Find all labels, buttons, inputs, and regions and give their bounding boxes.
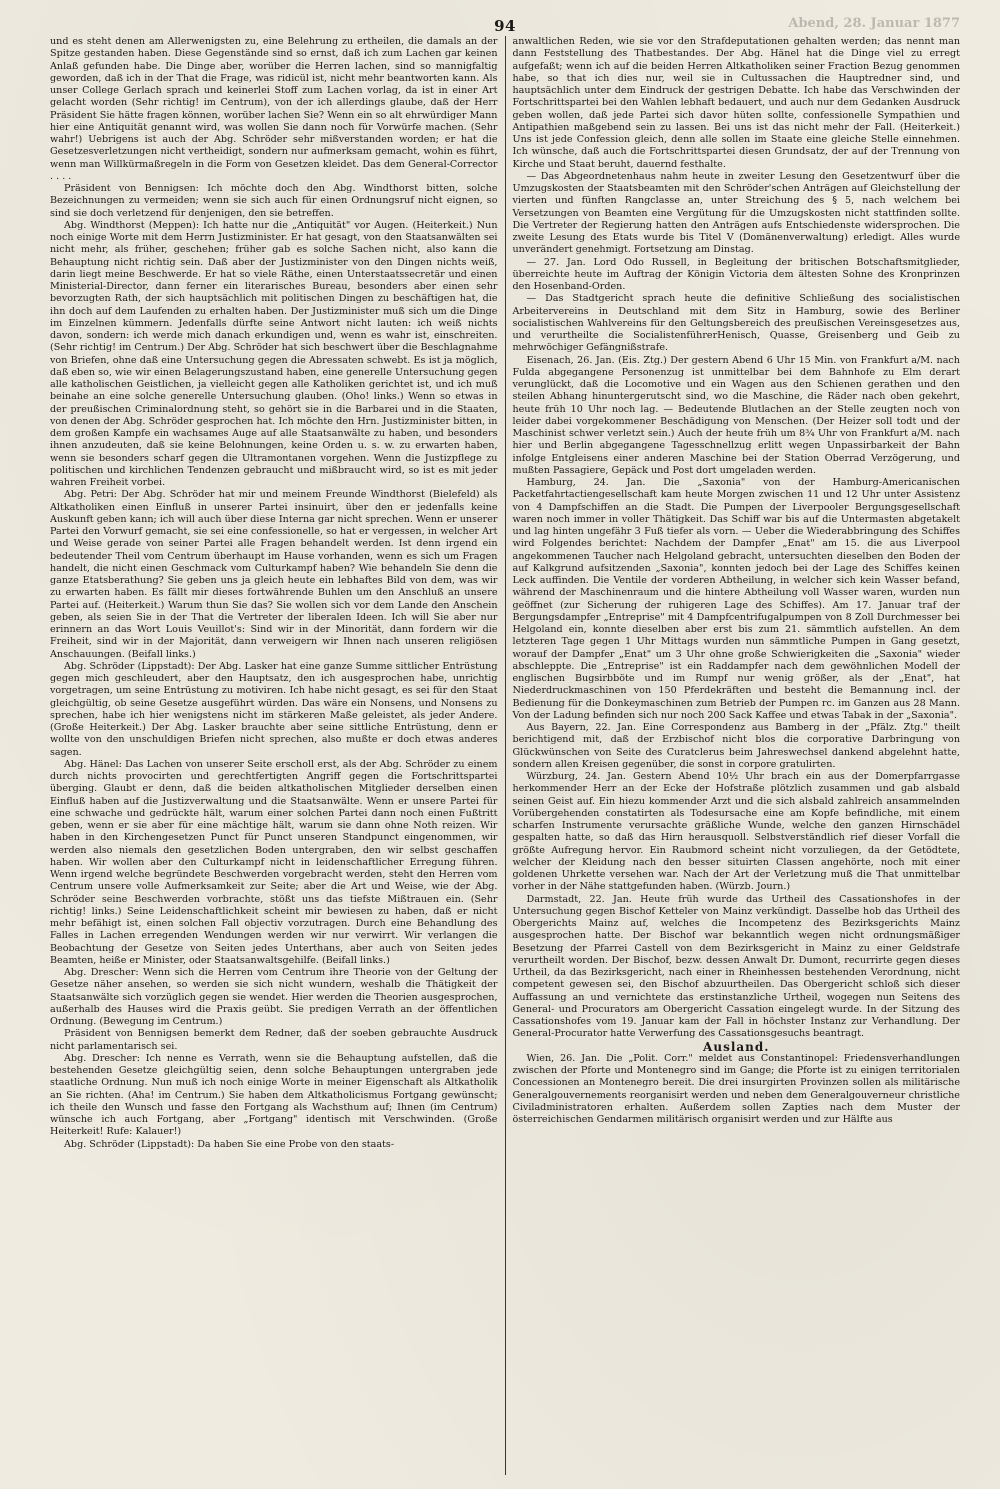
paragraph: Präsident von Bennigsen bemerkt dem Redner, daß der soeben gebrauchte Ausdruck nicht parlamentarisch sei. (50, 1028, 498, 1052)
right-column (506, 36, 961, 1475)
faint-header-text: Abend, 28. Januar 1877 (788, 16, 960, 31)
paragraph: — Das Stadtgericht sprach heute die definitive Schließung des socialistischen Arbeitervereins in Deutschland mit dem Sitz in Hamburg, sowie des Berliner socialistischen Wahlvereins für den Geltungsbereich des preußischen Vereinsgesetzes aus, und verurtheilte die SocialistenführerHenisch, Quasse, Greisenberg und Geib zu mehrwöchiger Gefängnißstrafe. (512, 293, 960, 354)
paragraph: Präsident von Bennigsen: Ich möchte doch den Abg. Windthorst bitten, solche Bezeichnungen zu vermeiden; wenn sie sich auch für einen Ordnungsruf nicht eignen, so sind sie doch verletzend für denjenigen, den sie betreffen. (50, 183, 498, 219)
paragraph: Aus Bayern, 22. Jan. Eine Correspondenz aus Bamberg in der „Pfälz. Ztg." theilt berichtigend mit, daß der Erzbischof nicht blos die corporative Darbringung von Glückwünschen von Seite des Curatclerus beim Jahreswechsel dankend abgelehnt hatte, sondern allen Kreisen gegenüber, die sonst in corpore gratulirten. (512, 722, 960, 770)
paragraph: Eisenach, 26. Jan. (Eis. Ztg.) Der gestern Abend 6 Uhr 15 Min. von Frankfurt a/M. nach Fulda abgegangene Personenzug ist unmittelbar bei dem Bahnhofe zu Elm derart verunglückt, daß die Locomotive und ein Wagen aus den Schienen gerathen und den steilen Abhang hinuntergerutscht sind, wo die Maschine, die Räder nach oben gekehrt, heute früh 10 Uhr noch lag. — Bedeutende Blutlachen an der Stelle zeugten noch von leider dabei vorgekommener Beschädigung von Menschen. (Der Heizer soll todt und der Maschinist schwer verletzt sein.) Auch der heute früh um 8¾ Uhr von Frankfurt a/M. nach hier und Berlin abgegangene Tagesschnellzug erlitt wegen Unpassirbarkeit der Bahn infolge Entgleisens einer anderen Maschine bei der Station Oberrad Verzögerung, und mußten Passagiere, Gepäck und Post dort umgeladen werden. (512, 354, 960, 476)
paragraph: Abg. Windthorst (Meppen): Ich hatte nur die „Antiquität" vor Augen. (Heiterkeit.) Nun noch einige Worte mit dem Herrn Justizminister. Er hat gesagt, von den Staatsanwälten sei nicht mehr, als früher, geschehen; früher gab es solche Sachen nicht, also kann die Behauptung nicht richtig sein. Daß aber der Justizminister von den Dingen nichts weiß, darin liegt meine Beschwerde. Er hat so viele Räthe, einen Unterstaatssecretär und einen Ministerial-Director, dann ferner ein literarisches Bureau, besonders aber einen sehr bevorzugten Rath, der sich hauptsächlich mit politischen Dingen zu beschäftigen hat, die ihn doch auf dem Laufenden zu erhalten haben. Der Justizminister muß sich um die Dinge im Einzelnen kümmern. Jedenfalls dürfte seine Antwort nicht lauten: ich weiß nichts davon, sondern: ich werde mich danach erkundigen und, wenn es wahr ist, einschreiten. (Sehr richtig! im Centrum.) Der Abg. Schröder hat sich beschwert über die Beschlagnahme von Briefen, ohne daß eine Untersuchung gegen die Abressaten schwebt. Es ist ja möglich, daß eben so, wie wir einen Belagerungszustand haben, eine generelle Untersuchung gegen alle katholischen Geistlichen, ja vielleicht gegen alle Katholiken gerichtet ist, und ich muß beinahe an eine solche generelle Untersuchung glauben. (Oho! links.) Wenn so etwas in der preußischen Criminalordnung steht, so gehört sie in die Barbarei und in die Staaten, von denen der Abg. Schröder gesprochen hat. Ich möchte den Hrn. Justizminister bitten, in dem großen Kampfe ein wachsames Auge auf alle Staatsanwälte zu haben, und besonders ihnen anzudeuten, daß sie keine Belohnungen, keine Orden u. s. w. zu erwarten haben, wenn sie besonders scharf gegen die Ultramontanen vorgehen. Wenn die Justizpflege zu politischen und kirchlichen Tendenzen gebraucht und mißbraucht wird, so ist es mit jeder wahren Freiheit vorbei. (50, 219, 498, 488)
paragraph: Abg. Hänel: Das Lachen von unserer Seite erscholl erst, als der Abg. Schröder zu einem durch nichts provocirten und gerechtfertigten Angriff gegen die Fortschrittspartei überging. Glaubt er denn, daß die beiden altkatholischen Mitglieder derselben einen Einfluß haben auf die Justizverwaltung und die Staatsanwälte. Wenn er unsere Partei für eine schwache und gedrückte hält, warum einer solchen Partei dann noch einen Fußtritt geben, wenn er sie aber für eine mächtige hält, warum sie dann ohne Noth reizen. Wir haben in den Kirchengesetzen Punct für Punct unseren Standpunct eingenommen, wir werden also niemals den gesetzlichen Boden untergraben, den wir selbst geschaffen haben. Wir wollen aber den Culturkampf nicht in leidenschaftlicher Erregung führen. Wenn irgend welche begründete Beschwerden vorgebracht werden, steht den Herren vom Centrum unsere volle Aufmerksamkeit zur Seite; aber die Art und Weise, wie der Abg. Schröder seine Beschwerden vorbrachte, stößt uns das tiefste Mißtrauen ein. (Sehr richtig! links.) Seine Leidenschaftlichkeit scheint mir bewiesen zu haben, daß er nicht mehr befähigt ist, einen solchen Fall objectiv vorzutragen. Durch eine Behandlung des Falles in Lachen erregenden Wendungen werden wir nur verwirrt. Wir verlangen die Beobachtung der Gesetze von Seiten jedes Unterthans, aber auch von Seiten jedes Beamten, heiße er Minister, oder Staatsanwaltsgehilfe. (Beifall links.) (50, 758, 498, 966)
paragraph: Darmstadt, 22. Jan. Heute früh wurde das Urtheil des Cassationshofes in der Untersuchung gegen Bischof Ketteler von Mainz verkündigt. Dasselbe hob das Urtheil des Obergerichts Mainz auf, welches die Incompetenz des Bezirksgerichts Mainz ausgesprochen hatte. Der Bischof war bekanntlich wegen nicht ordnungsmäßiger Besetzung der Pfarrei Castell von dem Bezirksgericht in Mainz zu einer Geldstrafe verurtheilt worden. Der Bischof, bezw. dessen Anwalt Dr. Dumont, recurrirte gegen dieses Urtheil, da das Bezirksgericht, nach einer in Rheinhessen bestehenden Verordnung, nicht competent gewesen sei, den Bischof abzuurtheilen. Das Obergericht schloß sich dieser Auffassung an und vernichtete das erstinstanzliche Urtheil, wogegen nun Seitens des General- und Procurators am Obergericht Cassation eingelegt wurde. In der Sitzung des Cassationshofes vom 19. Januar kam der Fall in höchster Instanz zur Verhandlung. Der General-Procurator hatte Verwerfung des Cassationsgesuchs beantragt. (512, 893, 960, 1040)
section-heading: Ausland. (703, 1039, 770, 1054)
paragraph: Würzburg, 24. Jan. Gestern Abend 10½ Uhr brach ein aus der Domerpfarrgasse herkommender Herr an der Ecke der Hofstraße plötzlich zusammen und gab alsbald seinen Geist auf. Ein hiezu kommender Arzt und die sich alsbald zahlreich ansammelnden Vorübergehenden constatirten als Todesursache eine am Kopfe befindliche, mit einem scharfen Instrumente verursachte gräßliche Wunde, welche den ganzen Hirnschädel gespalten hatte, so daß das Hirn herausquoll. Selbstverständlich rief dieser Vorfall die größte Aufregung hervor. Ein Raubmord scheint nicht vorzuliegen, da der Getödtete, welcher der Kleidung nach den besser situirten Classen angehörte, noch mit einer goldenen Uhrkette versehen war. Nach der Art der Verletzung muß die That unmittelbar vorher in der Nähe stattgefunden haben. (Würzb. Journ.) (512, 771, 960, 893)
page-number: 94 (494, 17, 516, 35)
left-column (50, 36, 505, 1475)
paragraph: — 27. Jan. Lord Odo Russell, in Begleitung der britischen Botschaftsmitglieder, überreichte heute im Auftrag der Königin Victoria dem ältesten Sohne des Kronprinzen den Hosenband-Orden. (512, 256, 960, 292)
paragraph: und es steht denen am Allerwenigsten zu, eine Belehrung zu ertheilen, die damals an der Spitze gestanden haben. Diese Gegenstände sind so ernst, daß ich zum Lachen gar keinen Anlaß gefunden habe. Die Dinge aber, worüber die Herren lachen, sind so mannigfaltig geworden, daß ich in der That die Frage, was ridicül ist, nicht mehr beantworten kann. Als unser College Gerlach sprach und keinerlei Stoff zum Lachen vorlag, da ist in einer Art gelacht worden (Sehr richtig! im Centrum), von der ich allerdings glaube, daß der Herr Präsident Sie hätte fragen können, worüber lachen Sie? Wenn ein so alt ehrwürdiger Mann hier eine Antiquität genannt wird, was wollen Sie dann noch für Vorwürfe machen. (Sehr wahr!) Uebrigens ist auch der Abg. Schröder sehr mißverstanden worden; er hat die Gesetzesverletzungen nicht vertheidigt, sondern nur aufmerksam gemacht, wohin es führt, wenn man Willkürmaßregeln in die Form von Gesetzen kleidet. Das dem General-Corrector . . . . (50, 36, 498, 182)
paragraph: Abg. Schröder (Lippstadt): Da haben Sie eine Probe von den staats- (64, 1138, 395, 1150)
page-header (50, 16, 960, 36)
paragraph: Abg. Drescher: Ich nenne es Verrath, wenn sie die Behauptung aufstellen, daß die bestehenden Gesetze gleichgültig seien, denn solche Behauptungen untergraben jede staatliche Ordnung. Nun muß ich noch einige Worte in meiner Eigenschaft als Altkatholik an Sie richten. (Aha! im Centrum.) Sie haben dem Altkatholicismus Fortgang gewünscht; ich theile den Wunsch und fasse den Fortgang als Wachsthum auf; Ihnen (im Centrum) wünsche ich auch Fortgang, aber „Fortgang" identisch mit Verschwinden. (Große Heiterkeit! Rufe: Kalauer!) (50, 1052, 498, 1138)
paragraph: Abg. Schröder (Lippstadt): Der Abg. Lasker hat eine ganze Summe sittlicher Entrüstung gegen mich geschleudert, aber den Hauptsatz, den ich ausgesprochen habe, unrichtig vorgetragen, um seine Entrüstung zu motiviren. Ich habe nicht gesagt, es sei für den Staat gleichgültig, ob seine Gesetze ausgeführt würden. Das wäre ein Nonsens, und Nonsens zu sprechen, habe ich hier wenigstens nicht im stärkeren Maße geleistet, als jeder Andere. (Große Heiterkeit.) Der Abg. Lasker brauchte aber seine sittliche Entrüstung, denn er wollte von den unschuldigen Briefen nicht sprechen, also mußte er doch etwas anderes sagen. (50, 660, 498, 758)
paragraph: Wien, 26. Jan. Die „Polit. Corr." meldet aus Constantinopel: Friedensverhandlungen zwischen der Pforte und Montenegro sind im Gange; die Pforte ist zu einigen territorialen Concessionen an Montenegro bereit. Die drei insurgirten Provinzen sollen als militärische Generalgouvernements reorganisirt werden und neben dem Generalgouverneur christliche Civiladministratoren erhalten. Außerdem sollen Zapties nach dem Muster der österreichischen Gendarmen militärisch organisirt werden und zur Hälfte aus (512, 1052, 960, 1125)
paragraph: Abg. Petri: Der Abg. Schröder hat mir und meinem Freunde Windthorst (Bielefeld) als Altkatholiken einen Einfluß in unserer Partei insinuirt, über den er jedenfalls keine Auskunft geben kann; ich will auch über diese Interna gar nicht sprechen. Wenn er unserer Partei den Vorwurf gemacht, sie sei eine confessionelle, so hat er vergessen, in welcher Art und Weise gerade von seiner Partei alle Fragen behandelt werden. Ist denn irgend ein bedeutender Theil vom Centrum überhaupt im Hause vorhanden, wenn es sich um Fragen handelt, die nicht einen Geschmack vom Culturkampf haben? Wie behandeln Sie denn die ganze Etatsberathung? Sie geben uns ja gleich heute ein lebhaftes Bild von dem, was wir zu erwarten haben. Es fällt mir dieses fortwährende Buhlen um den Anschluß an unsere Partei auf. (Heiterkeit.) Warum thun Sie das? Sie wollen sich vor dem Lande den Anschein geben, als seien Sie in der That die Vertreter der liberalen Ideen. Ich will Sie aber nur erinnern an das Wort Louis Veuillot's: Sind wir in der Minorität, dann fordern wir die Freiheit, sind wir in der Majorität, dann verweigern wir Ihnen nach unseren religiösen Anschauungen. (Beifall links.) (50, 489, 498, 660)
text-columns (50, 36, 960, 1475)
paragraph: — Das Abgeordnetenhaus nahm heute in zweiter Lesung den Gesetzentwurf über die Umzugskosten der Staatsbeamten mit den Schröder'schen Anträgen auf Gleichstellung der vierten und fünften Rangclasse an, unter Streichung des § 5, nach welchem bei Versetzungen von Beamten eine Vergütung für die Umzugskosten nicht stattfinden sollte. Die Vertreter der Regierung hatten den Anträgen aufs Entschiedenste widersprochen. Die zweite Lesung des Etats wurde bis Titel V (Domänenverwaltung) erledigt. Alles wurde unverändert genehmigt. Fortsetzung am Dinstag. (512, 170, 960, 256)
paragraph: Hamburg, 24. Jan. Die „Saxonia" von der Hamburg-Americanischen Packetfahrtactiengesellschaft kam heute Morgen zwischen 11 und 12 Uhr unter Assistenz von 4 Dampfschiffen an die Stadt. Die Pumpen der Liverpooler Bergungsgesellschaft waren noch immer in voller Thätigkeit. Das Schiff war bis auf die Untermasten abgetakelt und lag hinten ungefähr 3 Fuß tiefer als vorn. — Ueber die Wiederabbringung des Schiffes wird Folgendes berichtet: Nachdem der Dampfer „Enat" am 15. die aus Liverpool angekommenen Taucher nach Helgoland gebracht, untersuchten dieselben den Boden der auf Kalkgrund aufsitzenden „Saxonia", konnten jedoch bei der Lage des Schiffes keinen Leck auffinden. Die Ventile der vorderen Abtheilung, in welcher sich kein Wasser befand, während der Maschinenraum und die hintere Abtheilung voll Wasser waren, wurden nun geöffnet (zur Sicherung der ruhigeren Lage des Schiffes). Am 17. Januar traf der Bergungsdampfer „Entreprise" mit 4 Dampfcentrifugalpumpen von 8 Zoll Durchmesser bei Helgoland ein, konnte dieselben aber erst bis zum 21. sämmtlich aufstellen. An dem letzteren Tage gegen 1 Uhr Mittags wurden nun sämmtliche Pumpen in Gang gesetzt, worauf der Dampfer „Enat" um 3 Uhr ohne große Schwierigkeiten die „Saxonia" wieder abschleppte. Die „Entreprise" ist ein Raddampfer nach dem gewöhnlichen Modell der englischen Bugsirbböte und im Rumpf nur wenig größer, als der „Enat", hat Niederdruckmaschinen von 150 Pferdekräften und besteht die Bemannung incl. der Bedienung für die Donkeymaschinen zum Betrieb der Pumpen rc. im Ganzen aus 28 Mann. Von der Ladung befinden sich nur noch 200 Sack Kaffee und etwas Tabak in der „Saxonia". (512, 477, 960, 721)
paragraph: anwaltlichen Reden, wie sie vor den Strafdeputationen gehalten werden; das nennt man dann Feststellung des Thatbestandes. Der Abg. Hänel hat die Dinge viel zu erregt aufgefaßt; wenn ich auf die beiden Herren Altkatholiken seiner Fraction Bezug genommen habe, so that ich dies nur, weil sie in Cultussachen die Hauptredner sind, und hauptsächlich unter dem Eindruck der gestrigen Debatte. Ich habe das Verschwinden der Fortschrittspartei bei den Wahlen lebhaft bedauert, und auch nur dem Gedanken Ausdruck geben wollen, daß jede Partei sich davor hüten sollte, confessionelle Sympathien und Antipathien maßgebend sein zu lassen. Bei uns ist das nicht mehr der Fall. (Heiterkeit.) Uns ist jede Confession gleich, denn alle sollen im Staate eine gleiche Stelle einnehmen. Ich wünsche, daß auch die Fortschrittspartei diesen Grundsatz, der auf der Trennung von Kirche und Staat beruht, dauernd festhalte. (512, 36, 960, 170)
paragraph: Abg. Drescher: Wenn sich die Herren vom Centrum ihre Theorie von der Geltung der Gesetze näher ansehen, so werden sie sich nicht wundern, weshalb die Thätigkeit der Staatsanwälte sich vorzüglich gegen sie wendet. Hier werden die Theorien ausgesprochen, außerhalb des Hauses wird die Praxis geübt. Sie predigen Verrath an der öffentlichen Ordnung. (Bewegung im Centrum.) (50, 967, 498, 1027)
